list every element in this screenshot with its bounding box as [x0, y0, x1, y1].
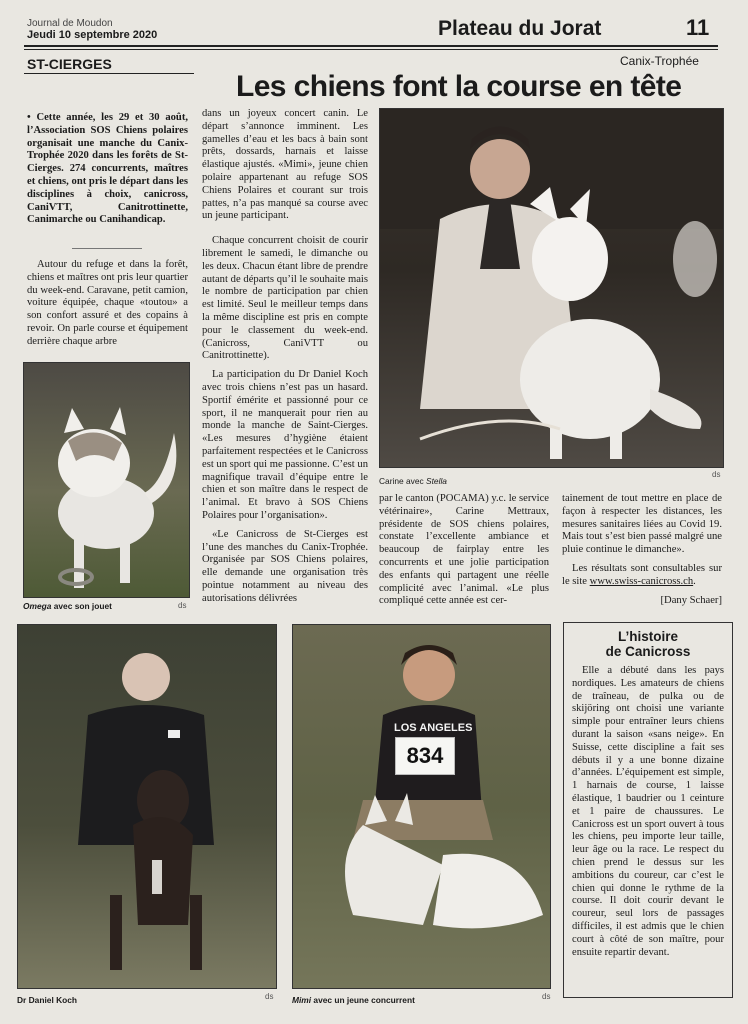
woman-with-dog-illustration — [380, 109, 723, 467]
page-number: 11 — [686, 15, 710, 40]
sidebar-body — [572, 665, 724, 959]
col2-paragraph-3: La participation du Dr Daniel Koch avec trois chiens n’est pas un hasard. Sportif émérite et passionné pour ce sport, il ne manquerait pour rien au monde la manche de Saint-Cierges. «Les mesures d’hygiène étaient parfaitement respectées et le Canicross est un sport qui me passionne. C’est un magnifique travail d’équipe entre le chien et son maître dans le respect de l’animal. Et bravo à SOS Chiens Polaires pour l’organisation». — [202, 369, 368, 521]
location-label: ST-CIERGES — [27, 56, 112, 72]
author-signature: [Dany Schaer] — [660, 594, 722, 606]
kicker: Canix-Trophée — [620, 54, 699, 68]
sidebar-title — [564, 629, 732, 659]
col1-paragraph: Autour du refuge et dans la forêt, chiens et maîtres ont pris leur quartier du week-end. Caravane, petit camion, voiture équipée, chaque «toutou» a son confort assuré et des copains à revoir. On parle course et équipement derrière chaque arbre — [27, 259, 188, 347]
sidebar-title-line2: de Canicross — [605, 644, 691, 659]
credit-mimi: ds — [542, 992, 551, 1001]
race-bib — [395, 737, 455, 775]
caption-mimi — [292, 995, 415, 1005]
sidebar-box — [563, 622, 733, 998]
col2-paragraph-1: dans un joyeux concert canin. Le départ s’annonce imminent. Les gamelles d’eau et les bacs à bain sont prêts, dossards, harnais et laisse élastique ajustés. «Mimi», jeune chien polaire appartenant au refuge SOS Chiens Polaires et courant sur trois pattes, n’a pas manqué sa course avec un jeune participant. — [202, 108, 368, 222]
credit-main: ds — [712, 470, 721, 479]
article-col3 — [379, 493, 549, 614]
col2-paragraph-2: Chaque concurrent choisit de courir librement le samedi, le dimanche ou les deux. Chacun étant libre de prendre autant de départs qu’il le souhaite mais le nombre de participation par chien est limité. Seul le meilleur temps dans la même discipline est pris en compte pour le classement du week-end. (Canicross, CaniVTT ou Canitrottinette). — [202, 235, 368, 362]
caption-koch: Dr Daniel Koch — [17, 995, 78, 1005]
photo-mimi — [292, 624, 551, 989]
section-title: Plateau du Jorat — [438, 17, 602, 40]
article-lead: • Cette année, les 29 et 30 août, l’Association SOS Chiens polaires organisait une manche du Canix-Trophée 2020 dans les forêts de St-Cierges. 274 concurrents, maîtres et chiens, ont pris le départ dans les disciplines à choix, canicross, CaniVTT, Canitrottinette, Canimarche ou Canihandicap. — [27, 112, 188, 226]
col3-paragraph: par le canton (POCAMA) y.c. le service vétérinaire», Carine Mettraux, présidente de SOS chiens polaires, constate l’excellente ambiance et beaucoup de fairplay entre les concurrents et une jolie participation des enfants qui partagent une réelle complicité avec l’animal. «Le plus compliqué cette année est cer- — [379, 493, 549, 607]
caption-omega-text: avec son jouet — [51, 601, 112, 611]
boy-with-husky-illustration — [293, 625, 550, 988]
col2-paragraph-4: «Le Canicross de St-Cierges est l’une des manches du Canix-Trophée. Organisée par SOS Chiens polaires, elle demande une organisation très pointue notamment au niveau des autorisations délivrées — [202, 528, 368, 604]
paper-name: Journal de Moudon — [27, 18, 113, 29]
race-bib-number: 834 — [406, 743, 444, 768]
results-text: Les résultats sont consultables sur le site — [562, 562, 722, 587]
caption-mimi-name: Mimi — [292, 995, 312, 1005]
results-link[interactable]: www.swiss-canicross.ch — [589, 575, 694, 587]
sidebar-paragraph: Elle a débuté dans les pays nordiques. Les amateurs de chiens de traîneau, de pulka ou de skijöring ont choisi une variante simple pour entraîner leurs chiens durant la saison «sans neige». En Suisse, cette discipline a fait ses débuts il y a une bonne dizaine d’années. L’équipement est simple, 1 harnais de course, 1 laisse élastique, 1 baudrier ou 1 ceinture et 1 paire de chaussures. Le Canicross est un sport ouvert à tous les chiens, peu importe leur taille, leur âge ou la race. Le respect du chien prend le dessus sur les ambitions du coureur, car c’est le chien qui donne le rythme de la course. Il doit courir devant le coureur, seul lors de passages difficiles, il est admis que le chien court à côté de son maître, pour ensuite repartir devant. — [572, 665, 724, 958]
caption-mimi-text: avec un jeune concurrent — [311, 995, 415, 1005]
photo-omega — [23, 362, 190, 598]
results-period: . — [693, 575, 696, 587]
photo-koch — [17, 624, 277, 989]
photo-main — [379, 108, 724, 468]
dog-husky-illustration — [24, 363, 189, 597]
article-col4 — [562, 493, 722, 607]
credit-koch: ds — [265, 992, 274, 1001]
credit-omega: ds — [178, 601, 187, 610]
issue-date: Jeudi 10 septembre 2020 — [27, 29, 158, 41]
headline: Les chiens font la course en tête — [236, 70, 682, 103]
article-col1 — [27, 259, 188, 355]
masthead-rule — [24, 45, 718, 47]
man-with-boxer-illustration — [18, 625, 276, 988]
caption-main — [379, 476, 447, 486]
article-col2 — [202, 108, 368, 611]
caption-omega — [23, 601, 112, 611]
col4-paragraph: tainement de tout mettre en place de façon à respecter les distances, les mesures sanitaires liées au Covid 19. Mais tout s’est bien passé malgré une pluie continue le dimanche». — [562, 493, 722, 556]
masthead-rule-thin — [24, 49, 718, 50]
caption-main-name: Stella — [426, 476, 447, 486]
results-paragraph — [562, 563, 722, 589]
location-rule — [24, 73, 194, 74]
caption-main-text: Carine avec — [379, 476, 427, 486]
sidebar-title-line1: L’histoire — [617, 629, 678, 644]
lead-separator — [72, 248, 142, 249]
caption-omega-name: Omega — [23, 601, 52, 611]
shirt-text: LOS ANGELES — [394, 722, 473, 734]
